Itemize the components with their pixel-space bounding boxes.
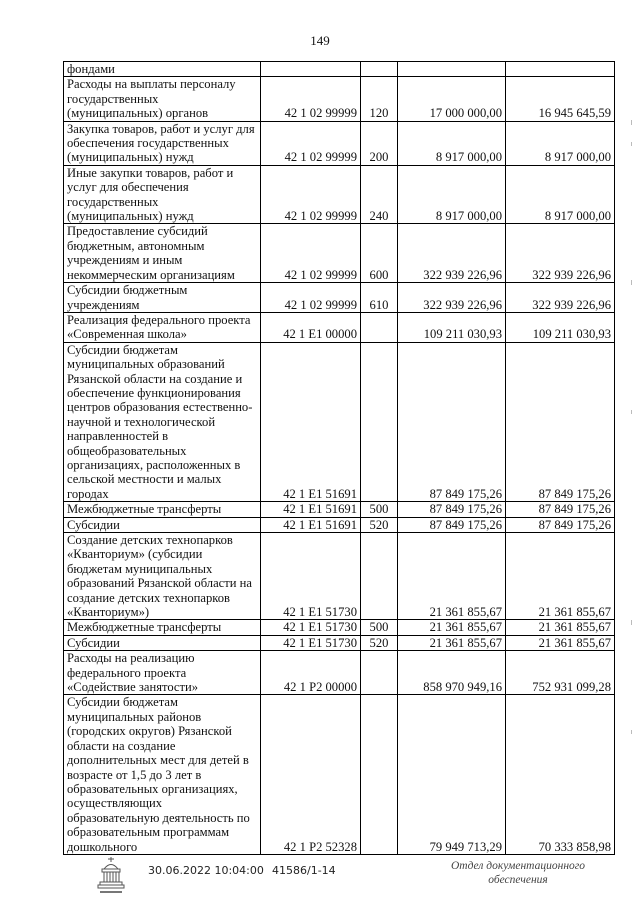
- row-type: 600: [361, 224, 398, 283]
- row-amount-2: 21 361 855,67: [506, 620, 615, 635]
- table-row: [64, 312, 615, 342]
- row-name: Реализация федерального проекта «Современная школа»: [64, 312, 261, 342]
- table-row: [64, 62, 615, 77]
- row-amount-2: [506, 62, 615, 77]
- row-amount-2: 16 945 645,59: [506, 77, 615, 121]
- row-type: 200: [361, 121, 398, 165]
- footer-department-stamp: Отдел документационного обеспечения: [450, 860, 586, 886]
- row-code: 42 1 02 99999: [261, 283, 361, 313]
- row-amount-2: 109 211 030,93: [506, 312, 615, 342]
- row-code: [261, 62, 361, 77]
- row-type: 520: [361, 635, 398, 650]
- row-type: [361, 62, 398, 77]
- table-row: [64, 77, 615, 121]
- row-name: Расходы на выплаты персоналу государственных (муниципальных) органов: [64, 77, 261, 121]
- row-amount-1: 21 361 855,67: [398, 533, 506, 620]
- row-amount-1: 8 917 000,00: [398, 121, 506, 165]
- row-code: 42 1 E1 51730: [261, 635, 361, 650]
- row-name: Субсидии: [64, 635, 261, 650]
- row-amount-2: 21 361 855,67: [506, 635, 615, 650]
- table-row: [64, 283, 615, 313]
- row-code: 42 1 02 99999: [261, 77, 361, 121]
- row-amount-1: 8 917 000,00: [398, 165, 506, 224]
- row-amount-2: 87 849 175,26: [506, 342, 615, 501]
- row-code: 42 1 E1 51730: [261, 620, 361, 635]
- row-amount-2: 87 849 175,26: [506, 517, 615, 532]
- row-name: Межбюджетные трансферты: [64, 620, 261, 635]
- row-amount-2: 8 917 000,00: [506, 121, 615, 165]
- row-code: 42 1 02 99999: [261, 121, 361, 165]
- row-code: 42 1 E1 00000: [261, 312, 361, 342]
- row-amount-2: 8 917 000,00: [506, 165, 615, 224]
- row-type: 500: [361, 502, 398, 517]
- row-amount-2: 70 333 858,98: [506, 695, 615, 854]
- table-row: [64, 517, 615, 532]
- row-name: Расходы на реализацию федерального проекта «Содействие занятости»: [64, 651, 261, 695]
- table-row: [64, 695, 615, 854]
- table-row: [64, 651, 615, 695]
- row-code: 42 1 P2 00000: [261, 651, 361, 695]
- row-amount-2: 87 849 175,26: [506, 502, 615, 517]
- row-amount-1: 87 849 175,26: [398, 502, 506, 517]
- row-type: 240: [361, 165, 398, 224]
- row-name: Межбюджетные трансферты: [64, 502, 261, 517]
- row-amount-1: 87 849 175,26: [398, 517, 506, 532]
- row-name: Предоставление субсидий бюджетным, автономным учреждениям и иным некоммерческим организациям: [64, 224, 261, 283]
- row-code: 42 1 E1 51691: [261, 342, 361, 501]
- row-name: Субсидии: [64, 517, 261, 532]
- row-code: 42 1 02 99999: [261, 165, 361, 224]
- page-number: 149: [310, 33, 330, 48]
- row-type: [361, 342, 398, 501]
- row-amount-1: 858 970 949,16: [398, 651, 506, 695]
- scan-edge-marks: [628, 120, 636, 800]
- table-row: [64, 533, 615, 620]
- budget-table-body: [64, 62, 615, 855]
- table-row: [64, 635, 615, 650]
- row-name: Закупка товаров, работ и услуг для обеспечения государственных (муниципальных) нужд: [64, 121, 261, 165]
- table-row: [64, 620, 615, 635]
- row-amount-2: 322 939 226,96: [506, 224, 615, 283]
- row-name: Создание детских технопарков «Кванториум» (субсидии бюджетам муниципальных образований Рязанской области на создание детских технопарков «Кванториум»): [64, 533, 261, 620]
- table-row: [64, 224, 615, 283]
- row-type: [361, 533, 398, 620]
- row-name: Субсидии бюджетам муниципальных районов (городских округов) Рязанской области на создание дополнительных мест для детей в возрасте от 1,5 до 3 лет в образовательных организациях, осуществляющих образовательную деятельность по образовательным программам дошкольного: [64, 695, 261, 854]
- row-type: [361, 695, 398, 854]
- row-amount-1: 322 939 226,96: [398, 224, 506, 283]
- row-type: 520: [361, 517, 398, 532]
- row-amount-2: 21 361 855,67: [506, 533, 615, 620]
- row-type: 500: [361, 620, 398, 635]
- row-amount-1: 322 939 226,96: [398, 283, 506, 313]
- row-code: 42 1 E1 51730: [261, 533, 361, 620]
- row-amount-1: 87 849 175,26: [398, 342, 506, 501]
- row-amount-2: 752 931 099,28: [506, 651, 615, 695]
- row-type: 120: [361, 77, 398, 121]
- row-code: 42 1 E1 51691: [261, 502, 361, 517]
- row-type: 610: [361, 283, 398, 313]
- page-footer: [0, 855, 640, 905]
- row-amount-2: 322 939 226,96: [506, 283, 615, 313]
- table-row: [64, 342, 615, 501]
- row-amount-1: 79 949 713,29: [398, 695, 506, 854]
- row-name: Иные закупки товаров, работ и услуг для обеспечения государственных (муниципальных) нужд: [64, 165, 261, 224]
- duma-emblem-icon: [94, 855, 128, 895]
- row-type: [361, 312, 398, 342]
- row-code: 42 1 02 99999: [261, 224, 361, 283]
- budget-table: [63, 61, 615, 855]
- table-row: [64, 121, 615, 165]
- row-amount-1: 109 211 030,93: [398, 312, 506, 342]
- footer-timestamp: 30.06.2022 10:04:00: [148, 864, 264, 877]
- row-amount-1: 21 361 855,67: [398, 620, 506, 635]
- row-name: Субсидии бюджетам муниципальных образований Рязанской области на создание и обеспечение функционирования центров образования естественно-научной и технологической направленностей в общеобразовательных организациях, расположенных в сельской местности и малых городах: [64, 342, 261, 501]
- footer-document-number: 41586/1-14: [272, 864, 336, 877]
- row-type: [361, 651, 398, 695]
- row-name: Субсидии бюджетным учреждениям: [64, 283, 261, 313]
- row-code: 42 1 P2 52328: [261, 695, 361, 854]
- row-amount-1: 17 000 000,00: [398, 77, 506, 121]
- row-amount-1: [398, 62, 506, 77]
- row-amount-1: 21 361 855,67: [398, 635, 506, 650]
- table-row: [64, 165, 615, 224]
- row-name: фондами: [64, 62, 261, 77]
- table-row: [64, 502, 615, 517]
- row-code: 42 1 E1 51691: [261, 517, 361, 532]
